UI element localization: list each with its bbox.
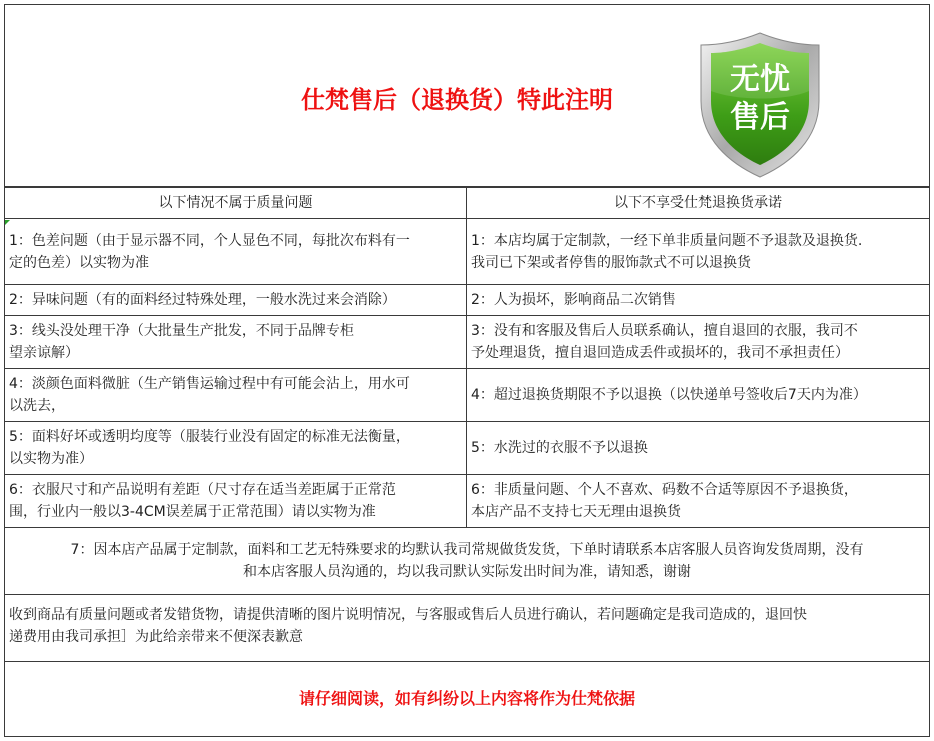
header-no-return-promise xyxy=(466,187,930,219)
note7-line1: 7：因本店产品属于定制款，面料和工艺无特殊要求的均默认我司常规做货发货，下单时请联系本店客服人员咨询发货周期，没有 xyxy=(70,542,864,558)
page-title: 仕梵售后（退换货）特此注明 xyxy=(301,86,613,114)
row3-left-line2: 望亲谅解） xyxy=(9,345,79,361)
row1-right-line1: 1：本店均属于定制款，一经下单非质量问题不予退款及退换货. xyxy=(471,232,863,249)
row3-right-line1: 3：没有和客服及售后人员联系确认，擅自退回的衣服，我司不 xyxy=(471,323,858,339)
row6-left-line2: 围，行业内一般以3-4CM误差属于正常范围）请以实物为准 xyxy=(9,504,376,520)
quality-note-line2: 递费用由我司承担］为此给亲带来不便深表歉意 xyxy=(9,629,303,645)
row5-right-line1: 5：水洗过的衣服不予以退换 xyxy=(471,440,648,456)
row6-right-line2: 本店产品不支持七天无理由退换货 xyxy=(471,504,681,520)
worry-free-badge-icon xyxy=(697,31,823,179)
table-cell-right-2 xyxy=(466,284,930,316)
row4-right-line1: 4：超过退换货期限不予以退换（以快递单号签收后7天内为准） xyxy=(471,387,867,403)
table-cell-left-2 xyxy=(4,284,467,316)
footer-warning-text: 请仔细阅读，如有纠纷以上内容将作为仕梵依据 xyxy=(298,689,635,708)
quality-note-line1: 收到商品有质量问题或者发错货物，请提供清晰的图片说明情况，与客服或售后人员进行确认，若问题确定是我司造成的，退回快 xyxy=(9,607,807,623)
footer-banner xyxy=(4,661,930,737)
badge-line-1: 无忧 xyxy=(730,62,790,97)
table-cell-left-5 xyxy=(4,421,467,475)
header-right-label: 以下不享受仕梵退换货承诺 xyxy=(614,195,782,211)
row1-left-line2: 定的色差）以实物为准 xyxy=(9,254,149,271)
title-banner xyxy=(4,4,930,187)
row2-left-line1: 2：异味问题（有的面料经过特殊处理，一般水洗过来会消除） xyxy=(9,292,396,308)
row3-left-line1: 3：线头没处理干净（大批量生产批发，不同于品牌专柜 xyxy=(9,323,354,339)
header-not-quality-issue xyxy=(4,187,467,219)
note7-line2: 和本店客服人员沟通的，均以我司默认实际发出时间为准，请知悉，谢谢 xyxy=(243,564,691,580)
row4-left-line1: 4：淡颜色面料微脏（生产销售运输过程中有可能会沾上，用水可 xyxy=(9,376,410,392)
table-cell-left-4 xyxy=(4,368,467,422)
table-cell-right-5 xyxy=(466,421,930,475)
row5-left-line2: 以实物为准） xyxy=(9,451,93,467)
table-cell-right-1 xyxy=(466,218,930,285)
row1-right-line2: 我司已下架或者停售的服饰款式不可以退换货 xyxy=(471,254,751,271)
row1-left-line1: 1：色差问题（由于显示器不同，个人显色不同，每批次布料有一 xyxy=(9,232,410,249)
row6-left-line1: 6：衣服尺寸和产品说明有差距（尺寸存在适当差距属于正常范 xyxy=(9,482,396,498)
custom-order-note xyxy=(4,527,930,595)
row6-right-line1: 6：非质量问题、个人不喜欢、码数不合适等原因不予退换货， xyxy=(471,482,858,498)
table-cell-right-3 xyxy=(466,315,930,369)
table-cell-right-6 xyxy=(466,474,930,528)
after-sales-notice-sheet xyxy=(4,4,930,737)
quality-issue-note xyxy=(4,594,930,662)
row3-right-line2: 予处理退货，擅自退回造成丢件或损坏的，我司不承担责任） xyxy=(471,345,849,361)
row5-left-line1: 5：面料好坏或透明均度等（服装行业没有固定的标准无法衡量， xyxy=(9,429,410,445)
table-cell-left-3 xyxy=(4,315,467,369)
badge-line-2: 售后 xyxy=(730,100,790,135)
table-cell-right-4 xyxy=(466,368,930,422)
table-cell-left-1 xyxy=(4,218,467,285)
row2-right-line1: 2：人为损坏，影响商品二次销售 xyxy=(471,292,676,308)
table-cell-left-6 xyxy=(4,474,467,528)
row4-left-line2: 以洗去， xyxy=(9,398,65,414)
header-left-label: 以下情况不属于质量问题 xyxy=(158,195,313,211)
